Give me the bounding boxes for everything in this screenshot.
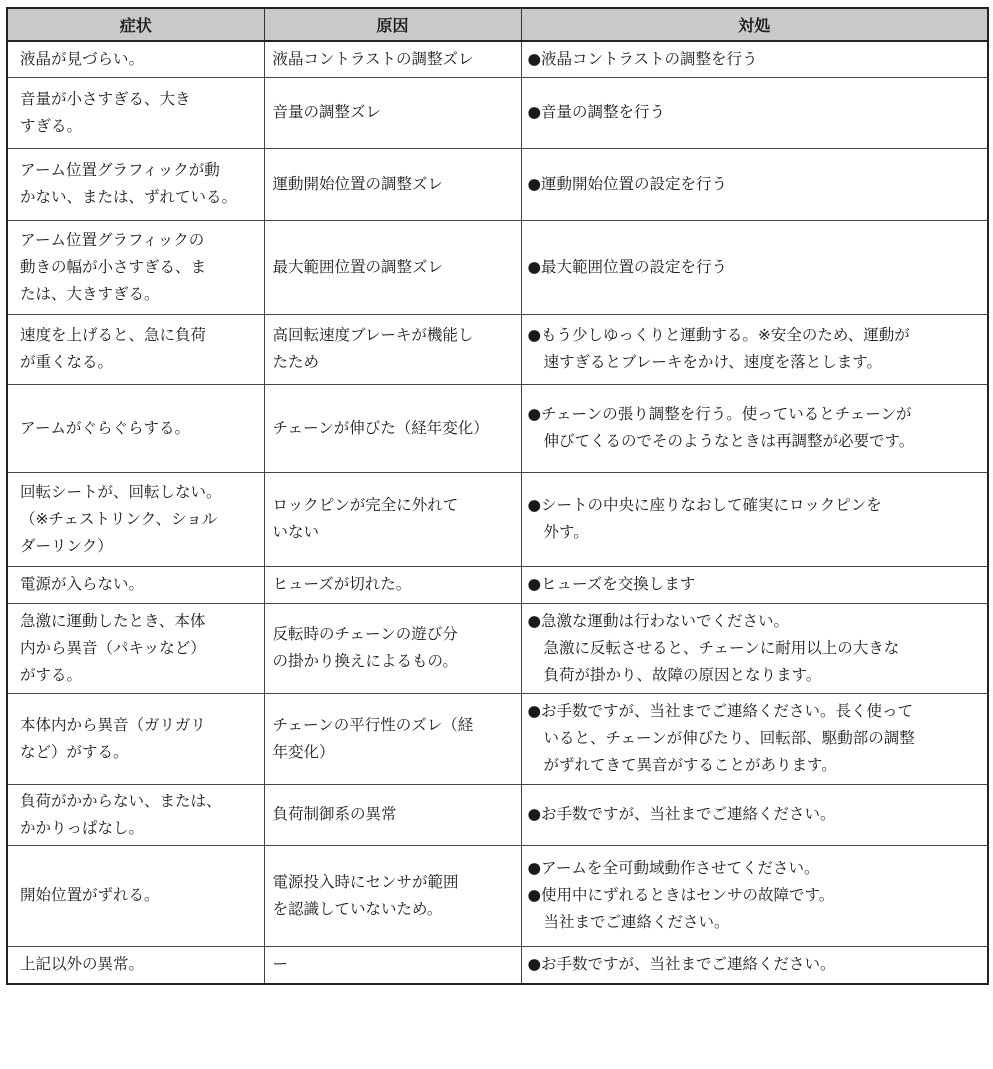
action-text: ●最大範囲位置の設定を行う [527, 257, 728, 276]
action-text: ●もう少しゆっくりと運動する。※安全のため、運動が [527, 326, 910, 344]
cause-text: チェーンの平行性のズレ（経 [272, 715, 474, 734]
action-cell [521, 845, 988, 946]
cause-cell [264, 148, 521, 220]
table-body [7, 41, 988, 984]
table-row [7, 784, 988, 845]
symptom-cell [7, 845, 264, 946]
symptom-cell [7, 784, 264, 845]
cause-text: の掛かり換えによるもの。 [272, 652, 458, 670]
symptom-text: がする。 [20, 665, 83, 684]
symptom-text: 内から異音（パキッなど） [20, 638, 206, 657]
symptom-cell [7, 77, 264, 148]
action-cell [521, 566, 988, 603]
action-cell [521, 946, 988, 984]
action-cell [521, 220, 988, 314]
symptom-text: 開始位置がずれる。 [20, 886, 160, 904]
cause-cell [264, 77, 521, 148]
cause-cell [264, 314, 521, 384]
symptom-cell [7, 603, 264, 693]
action-text: 当社までご連絡ください。 [543, 913, 730, 931]
symptom-text: 音量が小さすぎる、大き [20, 89, 191, 108]
cause-cell [264, 784, 521, 845]
cause-text: チェーンが伸びた（経年変化） [272, 418, 489, 437]
cause-cell [264, 472, 521, 566]
action-cell [521, 41, 988, 77]
cause-text: ヒューズが切れた。 [272, 575, 412, 593]
table-row [7, 603, 988, 693]
action-cell [521, 77, 988, 148]
action-text: 急激に反転させると、チェーンに耐用以上の大きな [543, 638, 900, 657]
action-text: ●お手数ですが、当社までご連絡ください。長く使って [527, 702, 914, 720]
cause-text: 最大範囲位置の調整ズレ [272, 257, 444, 276]
symptom-text: （※チェストリンク、ショル [20, 509, 218, 528]
symptom-text: 回転シートが、回転しない。 [20, 482, 222, 501]
symptom-text: すぎる。 [20, 116, 83, 135]
action-text: ●お手数ですが、当社までご連絡ください。 [527, 805, 836, 823]
action-text: ●アームを全可動域動作させてください。 [527, 859, 820, 877]
symptom-cell [7, 693, 264, 784]
table-row [7, 220, 988, 314]
symptom-cell [7, 41, 264, 77]
symptom-text: 電源が入らない。 [20, 575, 145, 593]
action-text: ●液晶コントラストの調整を行う [527, 49, 758, 68]
table-row [7, 566, 988, 603]
action-text: 外す。 [543, 523, 589, 541]
symptom-text: 動きの幅が小さすぎる、ま [20, 257, 207, 276]
table-row [7, 314, 988, 384]
symptom-cell [7, 566, 264, 603]
cause-cell [264, 946, 521, 984]
symptom-text: 上記以外の異常。 [20, 955, 145, 974]
symptom-text: かかりっぱなし。 [20, 818, 145, 837]
action-text: ●使用中にずれるときはセンサの故障です。 [527, 886, 835, 904]
action-text: いると、チェーンが伸びたり、回転部、駆動部の調整 [543, 729, 915, 747]
cause-text: 液晶コントラストの調整ズレ [272, 49, 474, 68]
symptom-text: が重くなる。 [20, 353, 114, 371]
cause-text: 反転時のチェーンの遊び分 [272, 625, 458, 643]
cause-cell [264, 566, 521, 603]
action-cell [521, 148, 988, 220]
cause-text: ー [272, 955, 289, 974]
action-cell [521, 314, 988, 384]
cause-text: 電源投入時にセンサが範囲 [272, 872, 459, 891]
action-cell [521, 693, 988, 784]
header-action: 対処 [521, 8, 988, 41]
symptom-text: アーム位置グラフィックが動 [20, 161, 220, 179]
table-row [7, 946, 988, 984]
cause-text: 高回転速度ブレーキが機能し [272, 326, 474, 344]
table-row [7, 845, 988, 946]
table-row [7, 472, 988, 566]
symptom-cell [7, 384, 264, 472]
cause-cell [264, 693, 521, 784]
action-text: がずれてきて異音がすることがあります。 [543, 756, 837, 774]
symptom-cell [7, 946, 264, 984]
table-row [7, 148, 988, 220]
cause-text: 音量の調整ズレ [272, 103, 382, 121]
symptom-text: など）がする。 [20, 742, 129, 761]
action-text: 速すぎるとブレーキをかけ、速度を落とします。 [543, 353, 883, 371]
cause-text: 年変化） [272, 742, 335, 761]
symptom-text: かない、または、ずれている。 [20, 188, 238, 206]
cause-text: 運動開始位置の調整ズレ [272, 174, 444, 193]
cause-cell [264, 220, 521, 314]
action-text: ●ヒューズを交換します [527, 575, 696, 593]
symptom-cell [7, 472, 264, 566]
cause-text: たため [272, 353, 320, 371]
cause-text: いない [272, 523, 320, 541]
troubleshooting-table [6, 7, 989, 985]
table-row [7, 77, 988, 148]
action-text: ●運動開始位置の設定を行う [527, 174, 728, 193]
symptom-text: たは、大きすぎる。 [20, 284, 160, 303]
action-text: ●チェーンの張り調整を行う。使っているとチェーンが [527, 405, 912, 423]
cause-text: ロックピンが完全に外れて [272, 496, 459, 514]
cause-cell [264, 845, 521, 946]
header-row [7, 8, 988, 41]
symptom-text: 本体内から異音（ガリガリ [20, 715, 206, 734]
cause-cell [264, 384, 521, 472]
symptom-text: 負荷がかからない、または、 [20, 791, 222, 810]
header-symptom: 症状 [7, 8, 264, 41]
symptom-text: アームがぐらぐらする。 [20, 418, 191, 437]
action-text: ●音量の調整を行う [527, 103, 666, 121]
table-row [7, 693, 988, 784]
header-cause: 原因 [264, 8, 521, 41]
symptom-text: ダーリンク） [20, 536, 113, 555]
action-cell [521, 603, 988, 693]
cause-cell [264, 603, 521, 693]
table-row [7, 41, 988, 77]
symptom-cell [7, 220, 264, 314]
table-row [7, 384, 988, 472]
action-text: ●シートの中央に座りなおして確実にロックピンを [527, 496, 882, 514]
cause-text: 負荷制御系の異常 [272, 805, 397, 823]
action-text: 負荷が掛かり、故障の原因となります。 [543, 665, 822, 684]
cause-text: を認識していないため。 [272, 899, 443, 918]
action-cell [521, 472, 988, 566]
symptom-text: 急激に運動したとき、本体 [20, 611, 206, 630]
action-cell [521, 784, 988, 845]
action-text: ●お手数ですが、当社までご連絡ください。 [527, 955, 836, 974]
action-text: 伸びてくるのでそのようなときは再調整が必要です。 [543, 432, 915, 450]
symptom-text: アーム位置グラフィックの [20, 230, 205, 249]
symptom-text: 速度を上げると、急に負荷 [20, 326, 207, 344]
symptom-text: 液晶が見づらい。 [20, 49, 145, 68]
symptom-cell [7, 148, 264, 220]
action-text: ●急激な運動は行わないでください。 [527, 611, 790, 630]
cause-cell [264, 41, 521, 77]
symptom-cell [7, 314, 264, 384]
action-cell [521, 384, 988, 472]
